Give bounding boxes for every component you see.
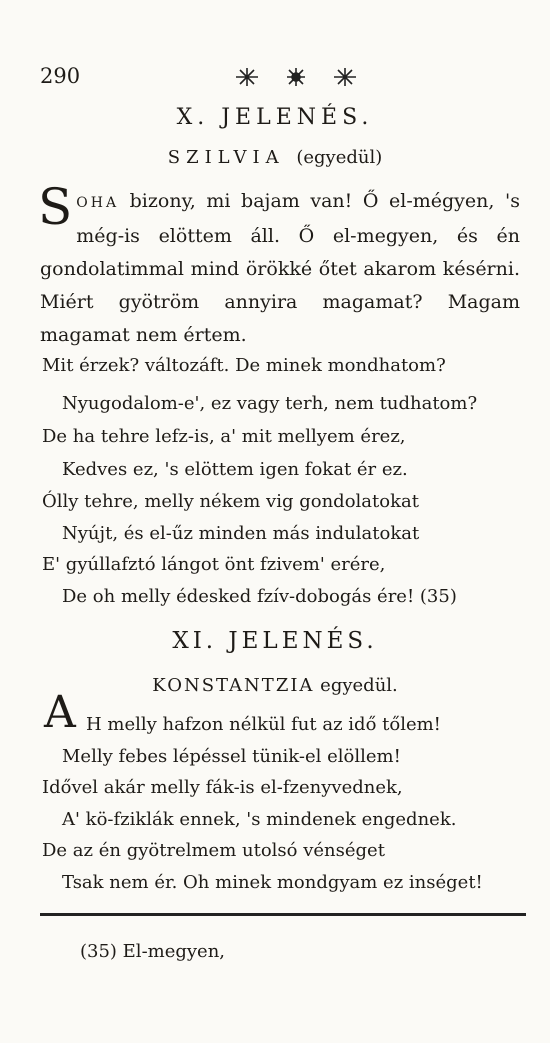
- scene-heading-xi: XI. JELENÉS.: [172, 628, 378, 654]
- verse-line: Tsak nem ér. Oh minek mondgyam ez inséget!: [62, 872, 483, 893]
- verse-line: Ólly tehre, melly nékem vig gondolatokat: [42, 491, 419, 512]
- speaker-line: [0, 147, 550, 168]
- verse-line: De oh melly édesked fzív-dobogás ére! (35): [62, 586, 457, 607]
- verse-line: H melly hafzon nélkül fut az idő tőlem!: [86, 714, 441, 735]
- speaker-name-2: KONSTANTZIA: [152, 675, 315, 696]
- drop-cap: S: [38, 178, 73, 236]
- verse-line: Melly febes lépéssel tünik-el elöllem!: [62, 746, 401, 767]
- verse-line: Nyugodalom-e', ez vagy terh, nem tudhatom?: [62, 393, 478, 414]
- footnote-rule: [40, 913, 526, 916]
- prose-paragraph: [38, 178, 520, 352]
- verse-line: Mit érzek? változáft. De minek mondhatom?: [42, 355, 446, 376]
- first-word-smallcaps: OHA: [76, 195, 120, 211]
- footnote: (35) El-megyen,: [80, 941, 226, 962]
- verse-line: A' kö-fziklák ennek, 's mindenek engednek.: [62, 809, 457, 830]
- speaker-line-2: [0, 675, 550, 696]
- verse-line: Idővel akár melly fák-is el-fzenyvednek,: [42, 777, 403, 798]
- speaker-name: SZILVIA: [167, 147, 285, 168]
- verse-line: De ha tehre lefz-is, a' mit mellyem érez,: [42, 426, 406, 447]
- stage-direction-2: egyedül.: [320, 675, 398, 696]
- page-number: 290: [40, 64, 81, 88]
- verse-line: Nyújt, és el-űz minden más indulatokat: [62, 523, 420, 544]
- ornament-icon: [232, 66, 360, 88]
- scene-heading-x: X. JELENÉS.: [176, 105, 374, 130]
- stage-direction: (egyedül): [296, 147, 383, 168]
- drop-cap-2: A: [44, 687, 76, 738]
- prose-text: bizony, mi bajam van! Ő el-mégyen, 's még-is elöttem áll. Ő el-megyen, és én gondolatimmal mind örökké őtet akarom késérni. Miért gyötröm annyira magamat? Magam magamat nem értem.: [40, 190, 520, 346]
- verse-line: Kedves ez, 's elöttem igen fokat ér ez.: [62, 459, 408, 480]
- verse-line: E' gyúllafztó lángot önt fzivem' erére,: [42, 554, 386, 575]
- verse-line: De az én gyötrelmem utolsó vénséget: [42, 840, 385, 861]
